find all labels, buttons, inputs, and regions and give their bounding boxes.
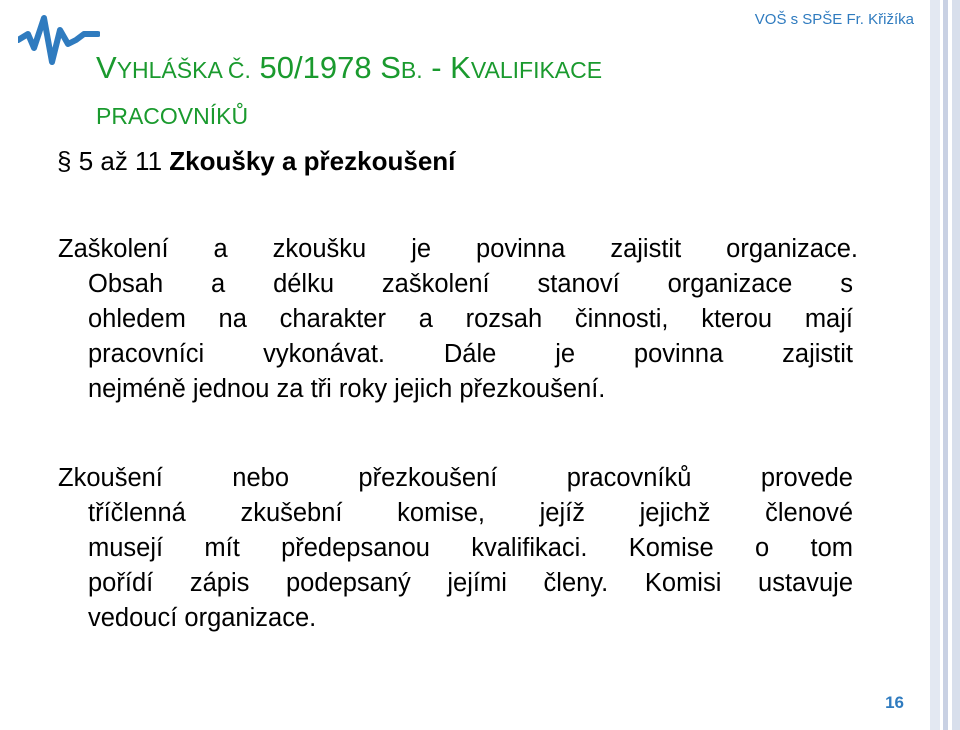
- text-line: ohledem na charakter a rozsah činnosti, kterou mají: [88, 305, 853, 333]
- title-part: B.: [400, 57, 423, 83]
- text-line: vedoucí organizace.: [88, 604, 317, 632]
- org-name: VOŠ s SPŠE Fr. Křižíka: [754, 11, 914, 28]
- text-line: Obsah a délku zaškolení stanoví organizace s: [88, 270, 853, 298]
- title-part: VALIFIKACE: [470, 57, 603, 83]
- section-title: Zkoušky a přezkoušení: [169, 146, 456, 176]
- slide-title: [96, 46, 746, 138]
- title-part: YHLÁŠKA Č.: [116, 57, 251, 83]
- page-number: 16: [885, 693, 904, 712]
- paragraph-2-body: [88, 496, 853, 636]
- text-line: pracovníci vykonávat. Dále je povinna zajistit: [88, 340, 853, 368]
- text-line: Zkoušení nebo přezkoušení pracovníků provede: [58, 464, 853, 492]
- section-heading: [57, 146, 455, 177]
- paragraph-1-body: [88, 267, 853, 407]
- wave-logo-icon: [18, 14, 100, 70]
- title-part: V: [96, 50, 117, 85]
- title-line-2: PRACOVNÍKŮ: [96, 103, 249, 129]
- text-line: tříčlenná zkušební komise, jejíž jejichž členové: [88, 499, 853, 527]
- text-line: musejí mít předepsanou kvalifikaci. Komise o tom: [88, 534, 853, 562]
- slide-border-decoration: [930, 0, 960, 730]
- paragraph-2-first-line: [58, 461, 853, 496]
- text-line: pořídí zápis podepsaný jejími členy. Komisi ustavuje: [88, 569, 853, 597]
- title-part: - K: [422, 50, 471, 85]
- paragraph-1-first-line: [58, 232, 858, 267]
- paragraph-symbol-icon: §: [57, 146, 72, 176]
- text-line: Zaškolení a zkoušku je povinna zajistit organizace.: [58, 235, 858, 263]
- text-line: nejméně jednou za tři roky jejich přezkoušení.: [88, 375, 606, 403]
- title-part: 50/1978 S: [250, 50, 401, 85]
- section-range: 5 až 11: [71, 146, 170, 176]
